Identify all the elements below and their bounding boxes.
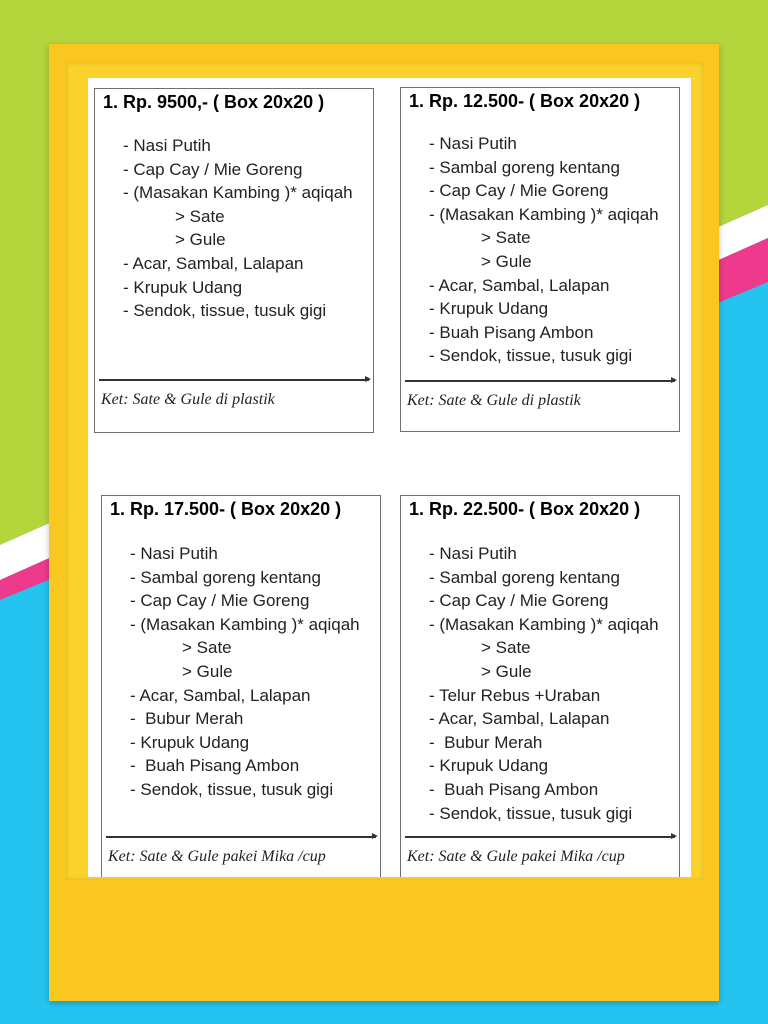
- list-item: - Cap Cay / Mie Goreng: [429, 591, 609, 611]
- list-item: - Acar, Sambal, Lalapan: [123, 253, 304, 273]
- list-item: > Sate: [481, 638, 531, 658]
- menu-card-9500: [94, 88, 374, 433]
- list-item: - Krupuk Udang: [429, 299, 549, 319]
- list-item: - Cap Cay / Mie Goreng: [429, 181, 609, 201]
- card-note: Ket: Sate & Gule pakei Mika /cup: [407, 848, 625, 865]
- card-title: 1. Rp. 22.500- ( Box 20x20 ): [409, 499, 641, 519]
- list-item: - Nasi Putih: [429, 544, 517, 563]
- list-item: > Sate: [182, 638, 232, 658]
- list-item: - Telur Rebus +Uraban: [429, 685, 601, 705]
- list-item: - (Masakan Kambing )* aqiqah: [429, 204, 659, 224]
- list-item: - Sambal goreng kentang: [130, 567, 321, 587]
- divider-arrow: [405, 836, 675, 838]
- list-item: - Sendok, tissue, tusuk gigi: [123, 301, 327, 321]
- list-item: - Krupuk Udang: [130, 732, 250, 752]
- list-item: - Krupuk Udang: [123, 277, 243, 297]
- list-item: - Cap Cay / Mie Goreng: [123, 159, 303, 179]
- list-item: - Sambal goreng kentang: [429, 567, 620, 587]
- menu-sheet: [88, 78, 691, 877]
- list-item: - Acar, Sambal, Lalapan: [130, 685, 311, 705]
- list-item: - Nasi Putih: [429, 134, 517, 153]
- item-list: [429, 132, 659, 368]
- divider-arrow: [106, 836, 376, 838]
- menu-card-12500: [400, 87, 680, 432]
- divider-arrow: [99, 379, 369, 381]
- list-item: - Sendok, tissue, tusuk gigi: [130, 779, 334, 799]
- list-item: > Gule: [182, 661, 233, 681]
- divider-arrow: [405, 380, 675, 382]
- list-item: - (Masakan Kambing )* aqiqah: [123, 183, 353, 203]
- list-item: - Buah Pisang Ambon: [130, 756, 300, 776]
- list-item: - Cap Cay / Mie Goreng: [130, 591, 310, 611]
- list-item: - Krupuk Udang: [429, 756, 549, 776]
- list-item: > Gule: [481, 661, 532, 681]
- list-item: - Acar, Sambal, Lalapan: [429, 275, 610, 295]
- card-note: Ket: Sate & Gule pakei Mika /cup: [108, 848, 326, 865]
- list-item: - (Masakan Kambing )* aqiqah: [429, 614, 659, 634]
- menu-card-17500: [101, 495, 381, 877]
- card-title: 1. Rp. 9500,- ( Box 20x20 ): [103, 92, 325, 112]
- list-item: > Sate: [175, 206, 225, 226]
- item-list: [130, 542, 360, 802]
- list-item: > Gule: [481, 251, 532, 271]
- list-item: - Nasi Putih: [123, 136, 211, 155]
- list-item: - Sambal goreng kentang: [429, 157, 620, 177]
- item-list: [123, 134, 353, 323]
- list-item: - Buah Pisang Ambon: [429, 779, 599, 799]
- list-item: - Buah Pisang Ambon: [429, 322, 594, 342]
- list-item: > Gule: [175, 230, 226, 250]
- card-title: 1. Rp. 17.500- ( Box 20x20 ): [110, 499, 342, 519]
- list-item: - (Masakan Kambing )* aqiqah: [130, 614, 360, 634]
- card-title: 1. Rp. 12.500- ( Box 20x20 ): [409, 91, 641, 111]
- list-item: - Bubur Merah: [130, 709, 244, 729]
- item-list: [429, 542, 659, 825]
- list-item: - Acar, Sambal, Lalapan: [429, 709, 610, 729]
- menu-card-22500: [400, 495, 680, 877]
- card-note: Ket: Sate & Gule di plastik: [101, 391, 275, 408]
- list-item: - Nasi Putih: [130, 544, 218, 563]
- list-item: - Sendok, tissue, tusuk gigi: [429, 803, 633, 823]
- card-note: Ket: Sate & Gule di plastik: [407, 392, 581, 409]
- list-item: - Bubur Merah: [429, 732, 543, 752]
- list-item: > Sate: [481, 228, 531, 248]
- list-item: - Sendok, tissue, tusuk gigi: [429, 346, 633, 366]
